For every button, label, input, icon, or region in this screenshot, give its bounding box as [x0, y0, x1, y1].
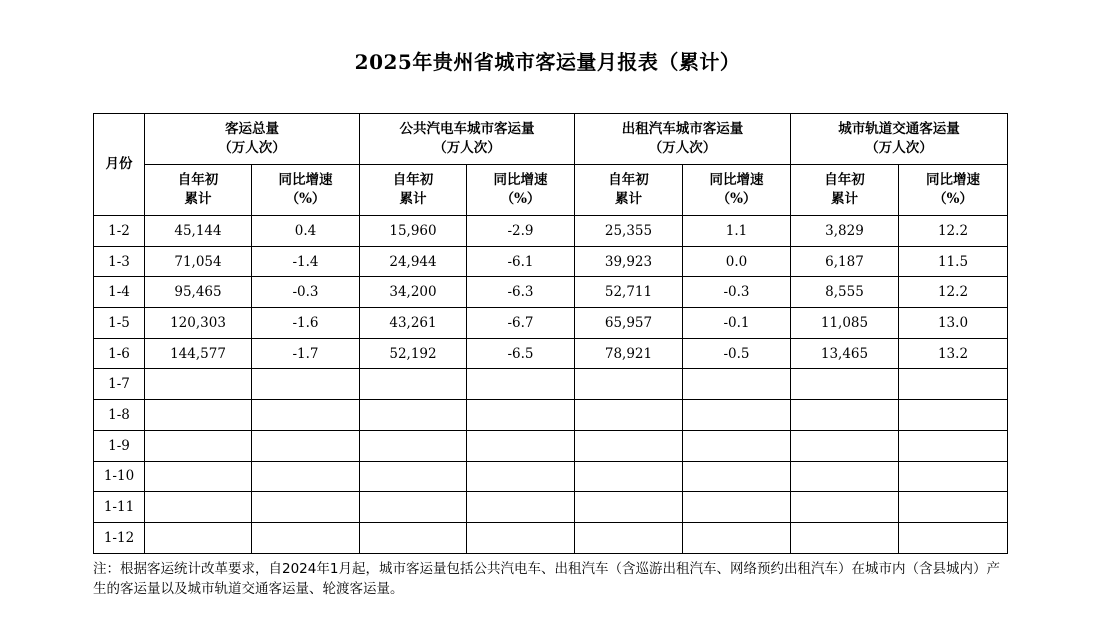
- cumulative-cell: 95,465: [145, 277, 252, 308]
- group-unit: （万人次）: [648, 140, 717, 156]
- subheader-line: 同比增速: [493, 172, 548, 188]
- cumulative-cell: 144,577: [145, 338, 252, 369]
- passenger-volume-table: [93, 113, 1008, 554]
- subheader-line: 自年初: [177, 172, 219, 188]
- yoy-growth-cell: -0.1: [683, 308, 791, 339]
- yoy-growth-cell: -1.6: [252, 308, 360, 339]
- yoy-growth-cell: [899, 400, 1008, 431]
- yoy-growth-cell: [899, 369, 1008, 400]
- yoy-growth-cell: [683, 461, 791, 492]
- yoy-growth-cell: [899, 461, 1008, 492]
- yoy-growth-cell: [252, 430, 360, 461]
- subheader-line: 累计: [399, 191, 427, 207]
- month-cell: 1-2: [94, 216, 145, 247]
- cumulative-cell: [791, 369, 899, 400]
- cumulative-cell: 25,355: [575, 216, 683, 247]
- cumulative-cell: 34,200: [360, 277, 467, 308]
- yoy-growth-cell: [252, 461, 360, 492]
- yoy-growth-cell: -6.5: [467, 338, 575, 369]
- cumulative-cell: [791, 400, 899, 431]
- subheader-line: 自年初: [608, 172, 649, 188]
- yoy-growth-cell: 13.0: [899, 308, 1008, 339]
- table-row: [94, 492, 1008, 523]
- cumulative-cell: [575, 430, 683, 461]
- cumulative-cell: [145, 461, 252, 492]
- group-unit: （万人次）: [433, 140, 501, 156]
- yoy-growth-cell: [683, 400, 791, 431]
- month-cell: 1-10: [94, 461, 145, 492]
- yoy-growth-header: [899, 165, 1008, 216]
- table-row: [94, 430, 1008, 461]
- table-row: [94, 522, 1008, 553]
- cumulative-cell: [360, 522, 467, 553]
- cumulative-cell: [360, 461, 467, 492]
- cumulative-cell: [575, 522, 683, 553]
- cumulative-cell: 24,944: [360, 246, 467, 277]
- subheader-line: （%）: [933, 191, 973, 207]
- cumulative-cell: 11,085: [791, 308, 899, 339]
- group-header-taxi: [575, 114, 791, 165]
- table-body: [94, 216, 1008, 554]
- cumulative-cell: [360, 369, 467, 400]
- month-header: 月份: [94, 114, 145, 216]
- table-row: [94, 308, 1008, 339]
- cumulative-cell: 6,187: [791, 246, 899, 277]
- month-cell: 1-3: [94, 246, 145, 277]
- yoy-growth-cell: -2.9: [467, 216, 575, 247]
- cumulative-cell: [791, 492, 899, 523]
- yoy-growth-cell: 12.2: [899, 277, 1008, 308]
- cumulative-cell: 3,829: [791, 216, 899, 247]
- yoy-growth-header: [252, 165, 360, 216]
- month-cell: 1-6: [94, 338, 145, 369]
- yoy-growth-cell: [683, 430, 791, 461]
- subheader-line: 同比增速: [709, 172, 764, 188]
- cumulative-cell: 65,957: [575, 308, 683, 339]
- yoy-growth-cell: [252, 369, 360, 400]
- yoy-growth-cell: -1.7: [252, 338, 360, 369]
- group-name: 城市轨道交通客运量: [838, 121, 960, 137]
- yoy-growth-cell: -0.3: [683, 277, 791, 308]
- cumulative-cell: [575, 400, 683, 431]
- subheader-row: [94, 165, 1008, 216]
- table-row: [94, 369, 1008, 400]
- cumulative-cell: [791, 430, 899, 461]
- cumulative-cell: 52,711: [575, 277, 683, 308]
- cumulative-header: [575, 165, 683, 216]
- cumulative-cell: [575, 369, 683, 400]
- cumulative-cell: 8,555: [791, 277, 899, 308]
- yoy-growth-header: [683, 165, 791, 216]
- yoy-growth-cell: 1.1: [683, 216, 791, 247]
- yoy-growth-header: [467, 165, 575, 216]
- cumulative-cell: [791, 461, 899, 492]
- yoy-growth-cell: [899, 492, 1008, 523]
- yoy-growth-cell: 0.0: [683, 246, 791, 277]
- yoy-growth-cell: [683, 369, 791, 400]
- yoy-growth-cell: 0.4: [252, 216, 360, 247]
- yoy-growth-cell: [252, 522, 360, 553]
- month-cell: 1-11: [94, 492, 145, 523]
- yoy-growth-cell: 11.5: [899, 246, 1008, 277]
- table-row: [94, 400, 1008, 431]
- cumulative-cell: 78,921: [575, 338, 683, 369]
- yoy-growth-cell: [899, 522, 1008, 553]
- cumulative-cell: [145, 492, 252, 523]
- yoy-growth-cell: -0.5: [683, 338, 791, 369]
- month-cell: 1-12: [94, 522, 145, 553]
- yoy-growth-cell: [467, 492, 575, 523]
- group-header-rail: [791, 114, 1008, 165]
- cumulative-cell: [575, 492, 683, 523]
- subheader-line: （%）: [500, 191, 541, 207]
- month-cell: 1-8: [94, 400, 145, 431]
- cumulative-cell: 52,192: [360, 338, 467, 369]
- cumulative-cell: [145, 522, 252, 553]
- yoy-growth-cell: 13.2: [899, 338, 1008, 369]
- yoy-growth-cell: [467, 461, 575, 492]
- group-name: 客运总量: [225, 121, 279, 137]
- group-name: 出租汽车城市客运量: [621, 121, 744, 137]
- yoy-growth-cell: [683, 492, 791, 523]
- cumulative-cell: 15,960: [360, 216, 467, 247]
- yoy-growth-cell: -6.1: [467, 246, 575, 277]
- group-name: 公共汽电车城市客运量: [399, 121, 535, 137]
- month-cell: 1-4: [94, 277, 145, 308]
- yoy-growth-cell: [252, 492, 360, 523]
- group-unit: （万人次）: [865, 140, 933, 156]
- cumulative-cell: [360, 430, 467, 461]
- cumulative-cell: [145, 400, 252, 431]
- cumulative-cell: [145, 369, 252, 400]
- subheader-line: 自年初: [824, 172, 865, 188]
- cumulative-cell: 39,923: [575, 246, 683, 277]
- cumulative-cell: [791, 522, 899, 553]
- cumulative-cell: [575, 461, 683, 492]
- cumulative-header: [791, 165, 899, 216]
- cumulative-header: [360, 165, 467, 216]
- cumulative-cell: 120,303: [145, 308, 252, 339]
- cumulative-cell: 71,054: [145, 246, 252, 277]
- subheader-line: 同比增速: [278, 172, 333, 188]
- yoy-growth-cell: [467, 430, 575, 461]
- yoy-growth-cell: [252, 400, 360, 431]
- yoy-growth-cell: -0.3: [252, 277, 360, 308]
- subheader-line: 累计: [184, 191, 212, 207]
- yoy-growth-cell: [467, 369, 575, 400]
- yoy-growth-cell: 12.2: [899, 216, 1008, 247]
- cumulative-cell: [360, 492, 467, 523]
- month-cell: 1-7: [94, 369, 145, 400]
- yoy-growth-cell: -6.7: [467, 308, 575, 339]
- month-cell: 1-5: [94, 308, 145, 339]
- subheader-line: （%）: [716, 191, 757, 207]
- group-header-bus: [360, 114, 575, 165]
- cumulative-cell: [360, 400, 467, 431]
- subheader-line: 累计: [831, 191, 858, 207]
- yoy-growth-cell: -6.3: [467, 277, 575, 308]
- table-row: [94, 216, 1008, 247]
- month-cell: 1-9: [94, 430, 145, 461]
- report-title: 2025年贵州省城市客运量月报表（累计）: [354, 50, 741, 74]
- group-unit: （万人次）: [218, 140, 286, 156]
- subheader-line: 同比增速: [926, 172, 980, 188]
- cumulative-cell: [145, 430, 252, 461]
- footnote: 注：根据客运统计改革要求，自2024年1月起，城市客运量包括公共汽电车、出租汽车（含巡游出租汽车、网络预约出租汽车）在城市内（含县城内）产生的客运量以及城市轨道交通客运量、轮渡客运量。: [93, 561, 1000, 597]
- table-row: [94, 277, 1008, 308]
- cumulative-cell: 45,144: [145, 216, 252, 247]
- table-row: [94, 338, 1008, 369]
- table-row: [94, 461, 1008, 492]
- table-row: [94, 246, 1008, 277]
- subheader-line: 自年初: [392, 172, 434, 188]
- yoy-growth-cell: [467, 400, 575, 431]
- yoy-growth-cell: [683, 522, 791, 553]
- yoy-growth-cell: [467, 522, 575, 553]
- group-header-total: [145, 114, 360, 165]
- yoy-growth-cell: [899, 430, 1008, 461]
- subheader-line: 累计: [615, 191, 642, 207]
- cumulative-cell: 43,261: [360, 308, 467, 339]
- subheader-line: （%）: [285, 191, 326, 207]
- yoy-growth-cell: -1.4: [252, 246, 360, 277]
- cumulative-header: [145, 165, 252, 216]
- cumulative-cell: 13,465: [791, 338, 899, 369]
